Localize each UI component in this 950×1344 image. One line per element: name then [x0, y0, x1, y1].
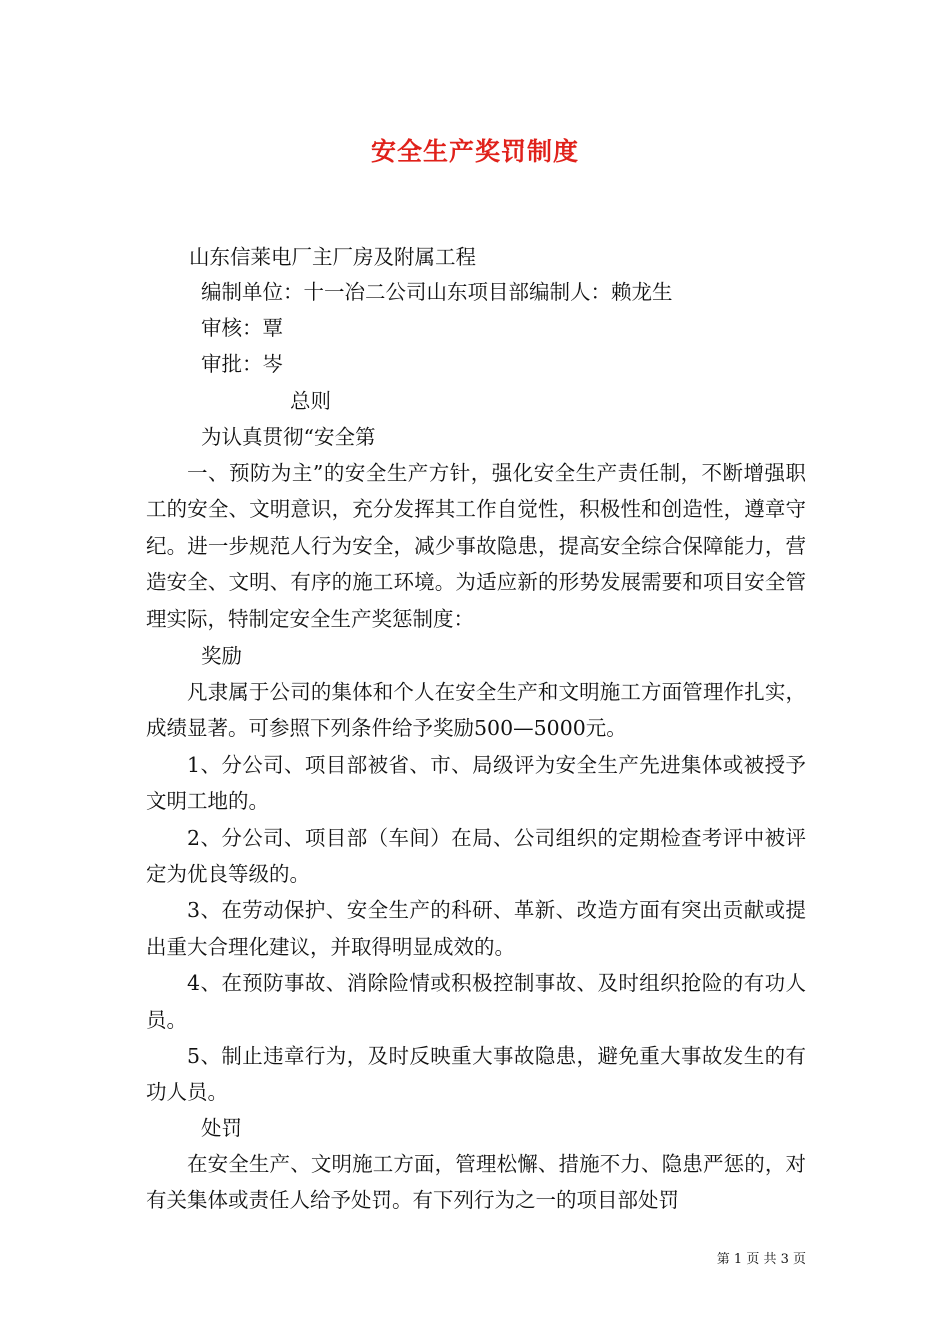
paragraph: 5、制止违章行为，及时反映重大事故隐患，避免重大事故发生的有功人员。 — [146, 1044, 806, 1105]
section-penalty-heading: 处罚 — [201, 1116, 242, 1140]
compiler-line: 编制单位：十一冶二公司山东项目部编制人：赖龙生 — [201, 280, 673, 304]
body-block-3 — [146, 1146, 806, 1219]
page-number-footer: 第 1 页 共 3 页 — [716, 1252, 806, 1267]
reviewer-line: 审核：覃 — [201, 316, 283, 340]
intro-line: 为认真贯彻“安全第 — [201, 425, 376, 449]
section-reward-heading: 奖励 — [201, 644, 242, 668]
project-name: 山东信莱电厂主厂房及附属工程 — [189, 245, 476, 269]
paragraph: 凡隶属于公司的集体和个人在安全生产和文明施工方面管理作扎实，成绩显著。可参照下列条件给予奖励500—5000元。 — [146, 680, 806, 741]
approver-line: 审批：岑 — [201, 352, 283, 376]
paragraph: 4、在预防事故、消除险情或积极控制事故、及时组织抢险的有功人员。 — [146, 971, 806, 1032]
paragraph: 一、预防为主”的安全生产方针，强化安全生产责任制，不断增强职工的安全、文明意识，充分发挥其工作自觉性，积极性和创造性，遵章守纪。进一步规范人行为安全，减少事故隐患，提高安全综合保障能力，营造安全、文明、有序的施工环境。为适应新的形势发展需要和项目安全管理实际，特制定安全生产奖惩制度： — [146, 461, 806, 631]
body-block-1 — [146, 455, 806, 637]
document-title: 安全生产奖罚制度 — [370, 137, 579, 166]
paragraph: 在安全生产、文明施工方面，管理松懈、措施不力、隐患严惩的，对有关集体或责任人给予处罚。有下列行为之一的项目部处罚 — [146, 1152, 806, 1213]
paragraph: 3、在劳动保护、安全生产的科研、革新、改造方面有突出贡献或提出重大合理化建议，并取得明显成效的。 — [146, 898, 806, 959]
body-block-2 — [146, 674, 806, 1111]
section-general-heading: 总则 — [290, 389, 331, 413]
paragraph: 2、分公司、项目部（车间）在局、公司组织的定期检查考评中被评定为优良等级的。 — [146, 825, 806, 887]
paragraph: 1、分公司、项目部被省、市、局级评为安全生产先进集体或被授予文明工地的。 — [146, 752, 806, 814]
